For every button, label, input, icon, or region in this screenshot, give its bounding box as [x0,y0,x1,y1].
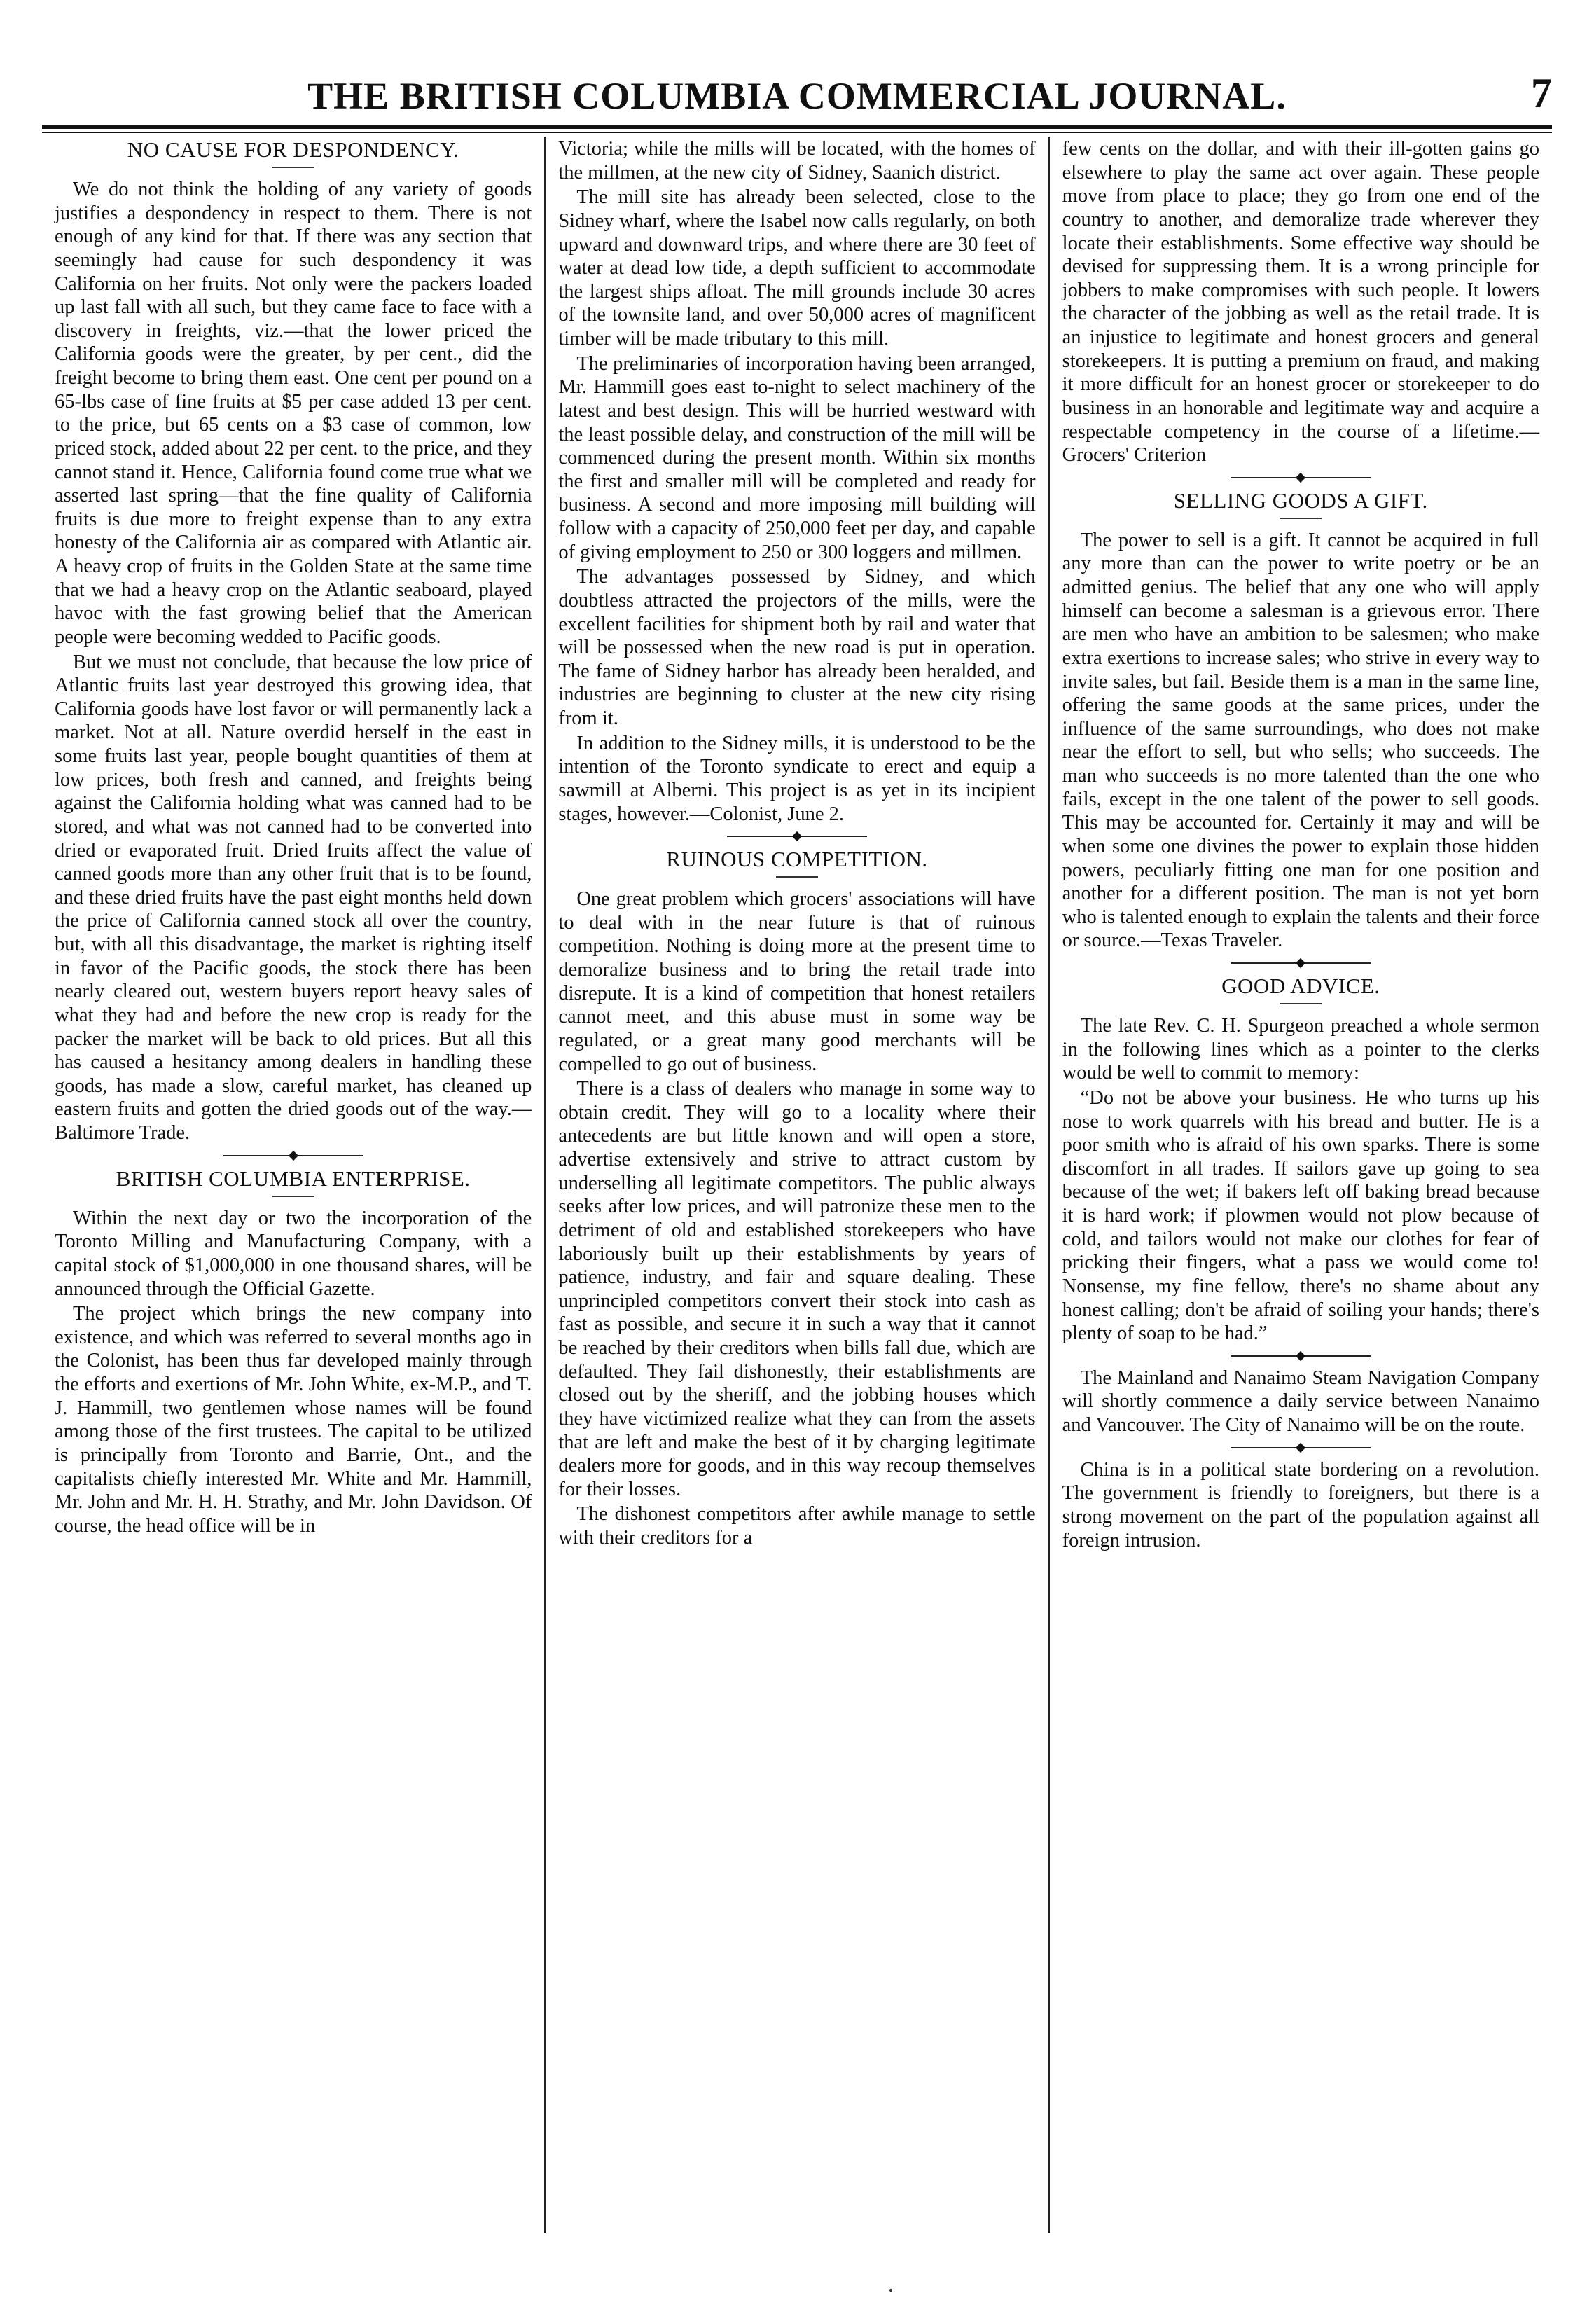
article-headline: GOOD ADVICE. [1221,974,1380,998]
print-speck [889,2289,892,2292]
text-column-2 [544,137,1048,2233]
header-rule-thin [42,132,1552,133]
divider-rule [1231,477,1371,478]
article-divider [55,1155,532,1156]
publication-title: THE BRITISH COLUMBIA COMMERCIAL JOURNAL. [307,75,1287,117]
article-paragraph: Victoria; while the mills will be located, with the homes of the millmen, at the new city of Sidney, Saanich district. [558,138,1036,184]
article [1062,1458,1539,1553]
article-paragraph: The dishonest competitors after awhile manage to settle with their creditors for a [558,1503,1036,1549]
article-divider [1062,962,1539,964]
headline-rule [1280,1003,1322,1004]
article [558,137,1035,826]
article-paragraph: The advantages possessed by Sidney, and which doubtless attracted the projectors of the mills, were the excellent facilities for shipment both by rail and water that will be possessed when the new road is put in operation. The fame of Sidney harbor has already been heralded, and industries are beginning to cluster at the new city rising from it. [558,566,1036,729]
headline-rule [272,1196,314,1197]
divider-rule [727,836,867,837]
article [1062,974,1539,1346]
article [558,847,1035,1550]
article-headline: BRITISH COLUMBIA ENTERPRISE. [116,1166,471,1191]
article-paragraph: The late Rev. C. H. Spurgeon preached a whole sermon in the following lines which as a pointer to the clerks would be well to commit to memory: [1062,1015,1539,1084]
page-number: 7 [1531,70,1552,116]
article [1062,137,1539,467]
article [1062,1367,1539,1437]
article-paragraph: China is in a political state bordering on a revolution. The government is friendly to foreigners, but there is a strong movement on the part of the population against all foreign intrusion. [1062,1458,1539,1551]
article-paragraph: We do not think the holding of any variety of goods justifies a despondency in respect to them. There is not enough of any kind for that. If there was any section that seemingly had cause for such despondency it was California on her fruits. Not only were the packers loaded up last fall with all such, but they came face to face with a discovery in freights, viz.—that the lower priced the California goods were the greater, by per cent., did the freight become to bring them east. One cent per pound on a 65-lbs case of fine fruits at $5 per case added 13 per cent. to the price, but 65 cents on a $3 case of common, low priced stock, added about 22 per cent. to the price, and they cannot stand it. Hence, California found come true what we asserted last spring—that the fine quality of California fruits is due more to freight expense than to any extra honesty of the California air as compared with Atlantic air. A heavy crop of fruits in the Golden State at the same time that we had a heavy crop on the Atlantic seaboard, played havoc with the fast growing belief that the American people were becoming wedded to Pacific goods. [55,179,532,648]
article-paragraph: One great problem which grocers' associations will have to deal with in the near future is that of ruinous competition. Nothing is doing more at the present time to demoralize business and to bring the retail trade into disrepute. It is a kind of competition that honest retailers cannot meet, and this abuse must in some way be regulated, or a great many good merchants will be compelled to go out of business. [558,888,1036,1075]
article-divider [1062,1355,1539,1357]
divider-rule [223,1155,363,1156]
text-column-1 [42,137,544,2233]
article-paragraph: Within the next day or two the incorporation of the Toronto Milling and Manufacturing Company, with a capital stock of $1,000,000 in one thousand shares, will be announced through the Official Gazette. [55,1207,532,1300]
header-rule-thick [42,125,1552,129]
divider-rule [1231,962,1371,964]
article-divider [1062,477,1539,478]
article-paragraph: There is a class of dealers who manage in some way to obtain credit. They will go to a locality where their antecedents are but little known and will open a store, advertise extensively and strive to attract custom by underselling all legitimate competitors. The public always seeks after low prices, and will patronize these men to the detriment of old and established storekeepers who have laboriously built up their establishments by years of patience, industry, and fair and square dealing. These unprincipled competitors convert their stock into cash as fast as possible, and secure it in such a way that it cannot be reached by their creditors when bills fall due, which are defaulted. They fail dishonestly, their establishments are closed out by the sheriff, and the jobbing houses which they have victimized realize what they can from the assets that are left and make the best of it by charging legitimate dealers more for goods, and in this way recoup themselves for their losses. [558,1078,1036,1500]
headline-rule [776,876,818,878]
article-paragraph: The power to sell is a gift. It cannot be acquired in full any more than can the power to write poetry or be an admitted genius. The belief that any one who will apply himself can become a salesman is a grievous error. There are men who have an ambition to be salesmen; who make extra exertions to increase sales; who strive in every way to invite sales, but fail. Beside them is a man in the same line, offering the same goods at the same prices, under the influence of the same surroundings, who does not make near the effort to sell, but who sells; who succeeds. The man who succeeds is no more talented than the one who fails, except in the one talent of the power to sell goods. This may be accounted for. Certainly it may and will be when some one divines the power to explain those hidden powers, peculiarly fitting one man for one position and another for a different position. The man is not yet born who is talented enough to explain the talents and their force or source.—Texas Traveler. [1062,529,1539,952]
masthead [42,41,1552,118]
article-headline: SELLING GOODS A GIFT. [1173,487,1428,513]
divider-rule [1231,1447,1371,1448]
article-paragraph: In addition to the Sidney mills, it is understood to be the intention of the Toronto syndicate to erect and equip a sawmill at Alberni. This project is as yet in its incipient stages, however.—Colonist, June 2. [558,732,1036,825]
article [1062,488,1539,953]
article-paragraph: The project which brings the new company into existence, and which was referred to several months ago in the Colonist, has been thus far developed mainly through the efforts and exertions of Mr. John White, ex-M.P., and T. J. Hammill, two gentlemen whose names will be found among those of the first trustees. The capital to be utilized is principally from Toronto and Barrie, Ont., and the capitalists chiefly interested Mr. White and Mr. Hammill, Mr. John and Mr. H. H. Strathy, and Mr. John Davidson. Of course, the head office will be in [55,1303,532,1537]
article [55,137,532,1145]
text-column-3 [1048,137,1552,2233]
article-paragraph: The preliminaries of incorporation having been arranged, Mr. Hammill goes east to-night to select machinery of the latest and best design. This will be hurried westward with the least possible delay, and construction of the mill will be commenced during the present month. Within six months the first and smaller mill will be completed and ready for business. A second and more imposing mill building will follow with a capacity of 250,000 feet per day, and capable of giving employment to 250 or 300 loggers and millmen. [558,352,1036,563]
article-headline: NO CAUSE FOR DESPONDENCY. [127,137,459,162]
article-paragraph: few cents on the dollar, and with their ill-gotten gains go elsewhere to play the same act over again. These people move from place to place; they go from one end of the country to another, and demoralize trade wherever they locate their establishments. Some effective way should be devised for suppressing them. It is a wrong principle for jobbers to make compromises with such people. It lowers the character of the jobbing as well as the retail trade. It is an injustice to legitimate and honest grocers and general storekeepers. It is putting a premium on fraud, and making it more difficult for an honest grocer or storekeeper to do business in an honorable and legitimate way and acquire a respectable competency in the course of a lifetime.—Grocers' Criterion [1062,138,1539,466]
article [55,1166,532,1538]
article-paragraph: “Do not be above your business. He who turns up his nose to work quarrels with his bread and butter. He is a poor smith who is afraid of his own sparks. There is some discomfort in all trades. If sailors gave up going to sea because of the wet; if bakers left off baking bread because it is hard work; if plowmen would not plow because of cold, and tailors would not make our clothes for fear of pricking their fingers, what a pass we would come to! Nonsense, my fine fellow, there's no shame about any honest calling; don't be afraid of soiling your hands; there's plenty of soap to be had.” [1062,1086,1539,1345]
column-container [42,137,1552,2233]
article-paragraph: But we must not conclude, that because the low price of Atlantic fruits last year destroyed this growing idea, that California goods have lost favor or will permanently lack a market. Not at all. Nature overdid herself in the east in some fruits last year, people bought quantities of them at low prices, both fresh and canned, and freights being against the California holding what was canned had to be stored, and what was not canned had to be converted into dried or evaporated fruit. Dried fruits affect the value of canned goods more than any other fruit that is to be found, and these dried fruits have the past eight months held down the price of California canned stock all over the country, but, with all this disadvantage, the market is righting itself in favor of the Pacific goods, the stock there has been nearly cleared out, western buyers report heavy sales of what they had and before the new crop is ready for the packer the market will be back to old prices. But all this has caused a hesitancy among dealers in handling these goods, has made a slow, careful market, has cleaned up eastern fruits and gotten the dried goods out of the way.—Baltimore Trade. [55,651,532,1144]
article-paragraph: The mill site has already been selected, close to the Sidney wharf, where the Isabel now calls regularly, on both upward and downward trips, and where there are 30 feet of water at dead low tide, a depth sufficient to accommodate the largest ships afloat. The mill grounds include 30 acres of the townsite land, and over 50,000 acres of magnificent timber will be made tributary to this mill. [558,186,1036,350]
article-paragraph: The Mainland and Nanaimo Steam Navigation Company will shortly commence a daily service between Nanaimo and Vancouver. The City of Nanaimo will be on the route. [1062,1367,1539,1436]
article-divider [1062,1447,1539,1448]
article-divider [558,836,1035,837]
article-headline: RUINOUS COMPETITION. [666,847,928,872]
headline-rule [272,167,314,168]
divider-rule [1231,1355,1371,1357]
headline-rule [1280,518,1322,519]
